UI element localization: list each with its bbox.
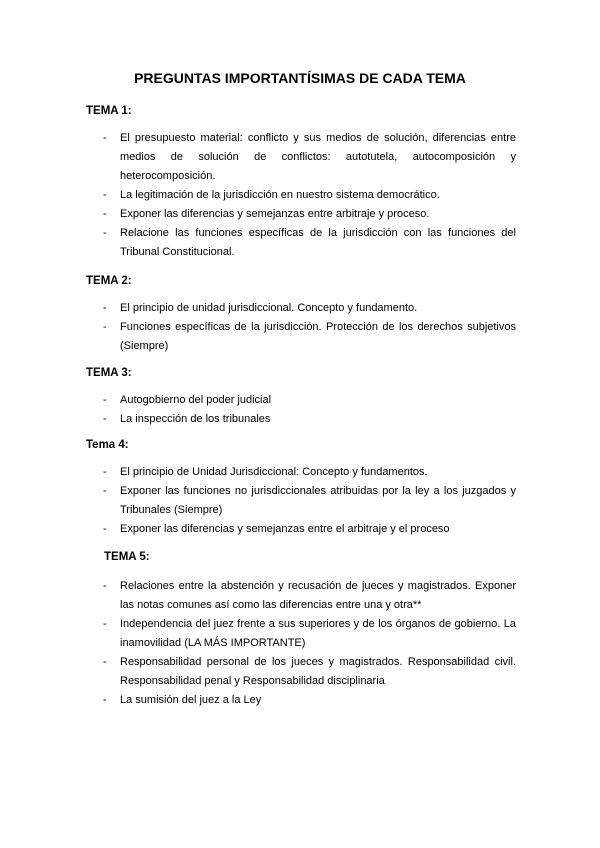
section-heading: TEMA 3: — [86, 367, 132, 379]
section-tema-2 — [86, 274, 516, 356]
list-item: - Exponer las diferencias y semejanzas entre el arbitraje y el proceso — [86, 520, 516, 539]
item-list — [86, 299, 516, 356]
list-item: - Exponer las diferencias y semejanzas entre arbitraje y proceso. — [86, 205, 516, 224]
list-item: - Autogobierno del poder judicial — [86, 391, 516, 410]
section-heading: TEMA 5: — [104, 551, 150, 563]
item-list — [86, 463, 516, 539]
list-item: - Relacione las funciones específicas de la jurisdicción con las funciones del Tribunal Constitucional. — [86, 224, 516, 262]
list-item: - La legitimación de la jurisdicción en nuestro sistema democrático. — [86, 186, 516, 205]
list-item: - Responsabilidad personal de los jueces y magistrados. Responsabilidad civil. Responsabilidad penal y Responsabilidad disciplinaria — [86, 653, 516, 691]
section-heading: TEMA 2: — [86, 275, 132, 287]
section-tema-1 — [86, 104, 516, 262]
page-title: PREGUNTAS IMPORTANTÍSIMAS DE CADA TEMA — [134, 70, 466, 86]
list-item: - Funciones específicas de la jurisdicción. Protección de los derechos subjetivos (Siempre) — [86, 318, 516, 356]
section-tema-4 — [86, 438, 516, 539]
list-item: - La inspección de los tribunales — [86, 410, 516, 429]
list-item: - El presupuesto material: conflicto y sus medios de solución, diferencias entre medios de solución de conflictos: autotutela, autocomposición y heterocomposición. — [86, 129, 516, 186]
section-tema-3 — [86, 366, 516, 429]
list-item: - El principio de unidad jurisdiccional. Concepto y fundamento. — [86, 299, 516, 318]
list-item: - El principio de Unidad Jurisdiccional: Concepto y fundamentos. — [86, 463, 516, 482]
item-list — [86, 577, 516, 710]
list-item: - Independencia del juez frente a sus superiores y de los órganos de gobierno. La inamovilidad (LA MÁS IMPORTANTE) — [86, 615, 516, 653]
item-list — [86, 391, 516, 429]
section-heading: Tema 4: — [86, 439, 129, 451]
section-tema-5 — [86, 550, 516, 710]
list-item: - Exponer las funciones no jurisdiccionales atribuidas por la ley a los juzgados y Tribunales (Siempre) — [86, 482, 516, 520]
list-item: - Relaciones entre la abstención y recusación de jueces y magistrados. Exponer las notas comunes así como las diferencias entre una y otra** — [86, 577, 516, 615]
section-heading: TEMA 1: — [86, 105, 132, 117]
list-item: - La sumisión del juez a la Ley — [86, 691, 516, 710]
item-list — [86, 129, 516, 262]
